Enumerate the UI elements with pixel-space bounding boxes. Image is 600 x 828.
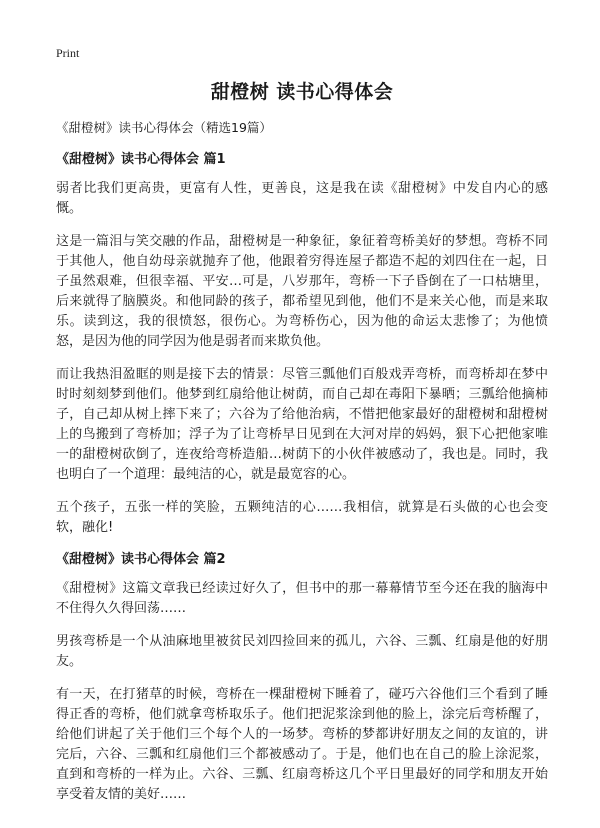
paragraph: 弱者比我们更高贵，更富有人性，更善良，这是我在读《甜橙树》中发自内心的感慨。 bbox=[56, 181, 548, 216]
section-1 bbox=[56, 151, 548, 538]
paragraph: 男孩弯桥是一个从油麻地里被贫民刘四捡回来的孤儿，六谷、三瓢、红扇是他的好朋友。 bbox=[56, 634, 548, 669]
paragraph: 这是一篇泪与笑交融的作品，甜橙树是一种象征，象征着弯桥美好的梦想。弯桥不同于其他人，他自幼母亲就抛弃了他，他跟着穷得连屋子都造不起的刘四住在一起，日子虽然艰难，但很幸福、平安…可是，八岁那年，弯桥一下子昏倒在了一口枯塘里，后来就得了脑膜炎。和他同龄的孩子，都希望见到他，他们不是来关心他，而是来取乐。读到这，我的很愤怒，很伤心。为弯桥伤心，因为他的命运太悲惨了；为他愤怒，是因为他的同学因为他是弱者而来欺负他。 bbox=[56, 234, 548, 349]
paragraph: 五个孩子，五张一样的笑脸，五颗纯洁的心……我相信，就算是石头做的心也会变软，融化! bbox=[56, 500, 548, 535]
paragraph: 而让我热泪盈眶的则是接下去的情景：尽管三瓢他们百般戏弄弯桥，而弯桥却在梦中时时刻刻梦到他们。他梦到红扇给他让树荫，而自己却在毒阳下暴晒；三瓢给他摘柿子，自己却从树上摔下来了；六谷为了给他治病，不惜把他家最好的甜橙树和甜橙树上的鸟搬到了弯桥加；浮子为了让弯桥早日见到在大河对岸的妈妈，狠下心把他家唯一的甜橙树砍倒了，连夜给弯桥造船…树荫下的小伙伴被感动了，我也是。同时，我也明白了一个道理：最纯洁的心，就是最宽容的心。 bbox=[56, 367, 548, 482]
paragraph: 《甜橙树》这篇文章我已经读过好久了，但书中的那一幕幕情节至今还在我的脑海中不住得久久得回荡…… bbox=[56, 581, 548, 616]
print-link[interactable]: Print bbox=[56, 46, 80, 60]
document-subtitle: 《甜橙树》读书心得体会（精选19篇） bbox=[56, 120, 272, 135]
paragraph: 有一天，在打猪草的时候，弯桥在一棵甜橙树下睡着了，碰巧六谷他们三个看到了睡得正香的弯桥，他们就拿弯桥取乐子。他们把泥浆涂到他的脸上，涂完后弯桥醒了，给他们讲起了关于他们三个每个人的一场梦。弯桥的梦都讲好朋友之间的友谊的，讲完后，六谷、三瓢和红扇他们三个都被感动了。于是，他们也在自己的脸上涂泥浆，直到和弯桥的一样为止。六谷、三瓢、红扇弯桥这几个平日里最好的同学和朋友开始享受着友情的美好…… bbox=[56, 687, 548, 802]
section-heading: 《甜橙树》读书心得体会 篇1 bbox=[56, 152, 226, 167]
section-heading: 《甜橙树》读书心得体会 篇2 bbox=[56, 552, 226, 567]
section-2 bbox=[56, 551, 548, 805]
page-title: 甜橙树 读书心得体会 bbox=[210, 81, 394, 103]
